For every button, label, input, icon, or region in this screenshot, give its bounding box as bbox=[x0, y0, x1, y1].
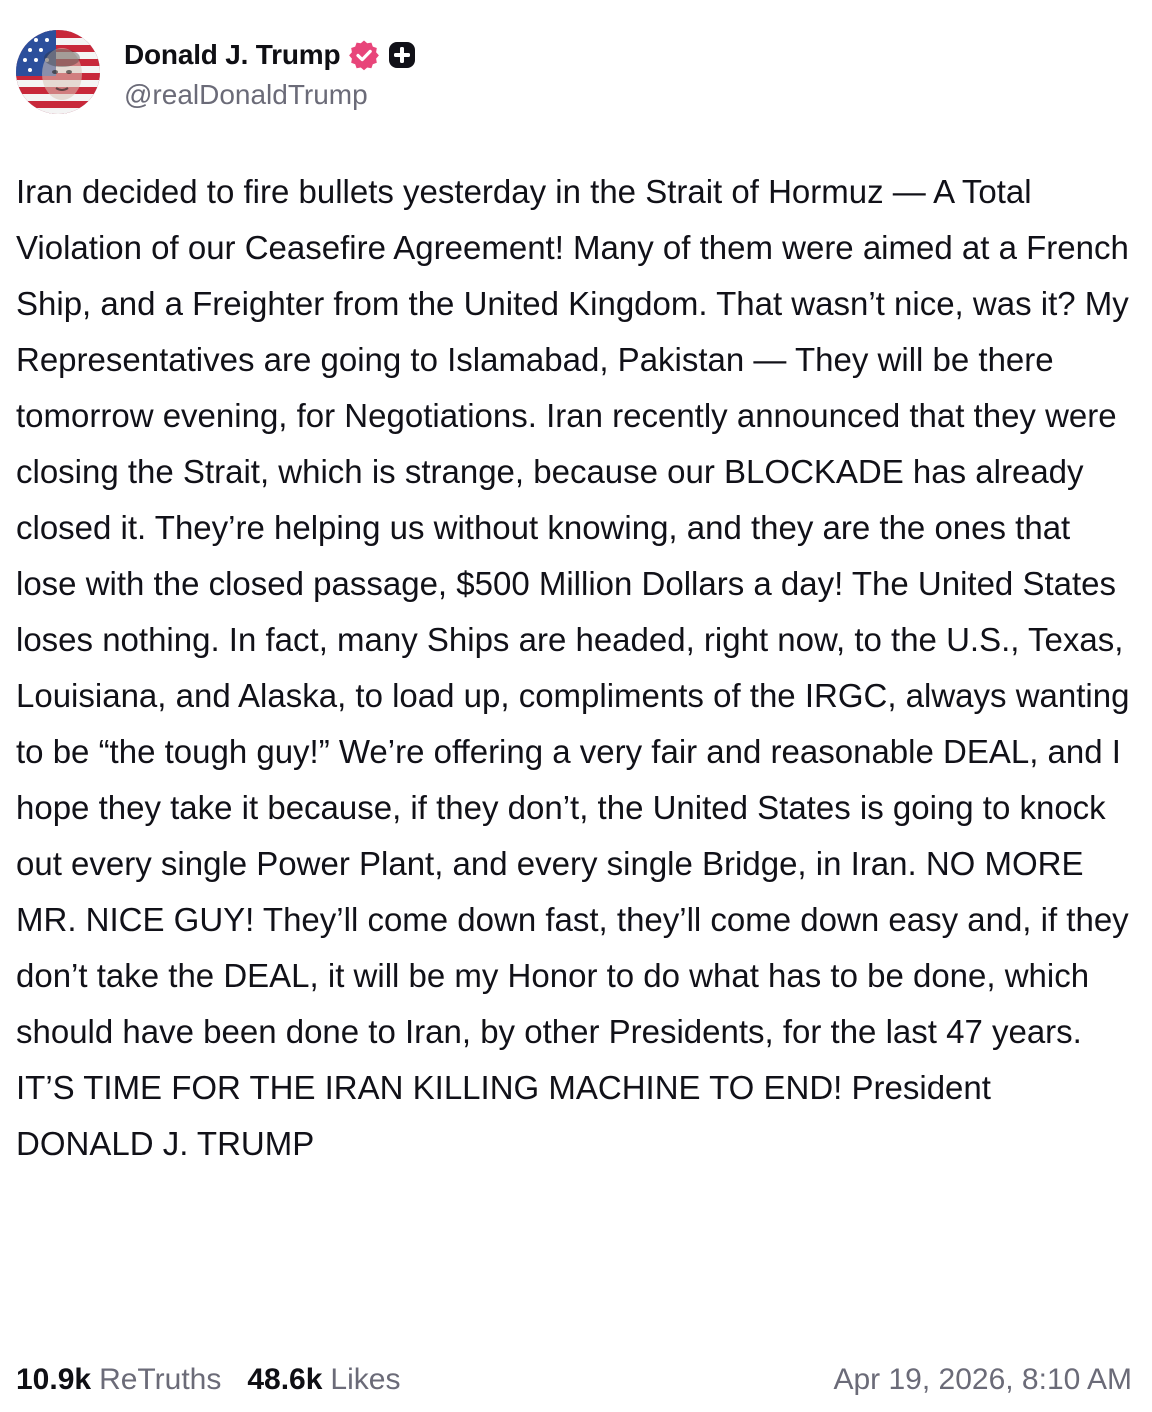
author-names bbox=[124, 33, 416, 111]
plus-badge-icon bbox=[388, 41, 416, 69]
name-row bbox=[124, 33, 416, 77]
post-header bbox=[16, 28, 416, 116]
post-footer bbox=[16, 1356, 1132, 1404]
retruths-label: ReTruths bbox=[99, 1363, 222, 1396]
likes-count: 48.6k bbox=[247, 1363, 323, 1396]
author-handle[interactable]: @realDonaldTrump bbox=[124, 79, 368, 110]
post-text: Iran decided to fire bullets yesterday in the Strait of Hormuz — A Total Violation of our Ceasefire Agreement! Many of them were aimed at a French Ship, and a Freighter from the United Kingdom. That wasn’t nice, was it? My Representatives are going to Islamabad, Pakistan — They will be there tomorrow evening, for Negotiations. Iran recently announced that they were closing the Strait, which is strange, because our BLOCKADE has already closed it. They’re helping us without knowing, and they are the ones that lose with the closed passage, $500 Million Dollars a day! The United States loses nothing. In fact, many Ships are headed, right now, to the U.S., Texas, Louisiana, and Alaska, to load up, compliments of the IRGC, always wanting to be “the tough guy!” We’re offering a very fair and reasonable DEAL, and I hope they take it because, if they don’t, the United States is going to knock out every single Power Plant, and every single Bridge, in Iran. NO MORE MR. NICE GUY! They’ll come down fast, they’ll come down easy and, if they don’t take the DEAL, it will be my Honor to do what has to be done, which should have been done to Iran, by other Presidents, for the last 47 years. IT’S TIME FOR THE IRAN KILLING MACHINE TO END! President DONALD J. TRUMP bbox=[16, 173, 1139, 1162]
post-timestamp[interactable]: Apr 19, 2026, 8:10 AM bbox=[833, 1363, 1132, 1396]
author-display-name[interactable]: Donald J. Trump bbox=[124, 39, 341, 70]
likes-label: Likes bbox=[330, 1363, 401, 1396]
verified-badge-icon bbox=[348, 39, 380, 71]
likes-stat[interactable] bbox=[247, 1363, 400, 1397]
flag-portrait-avatar-icon bbox=[16, 30, 100, 114]
author-avatar[interactable] bbox=[16, 30, 100, 114]
retruths-stat[interactable] bbox=[16, 1363, 221, 1397]
retruths-count: 10.9k bbox=[16, 1363, 92, 1396]
